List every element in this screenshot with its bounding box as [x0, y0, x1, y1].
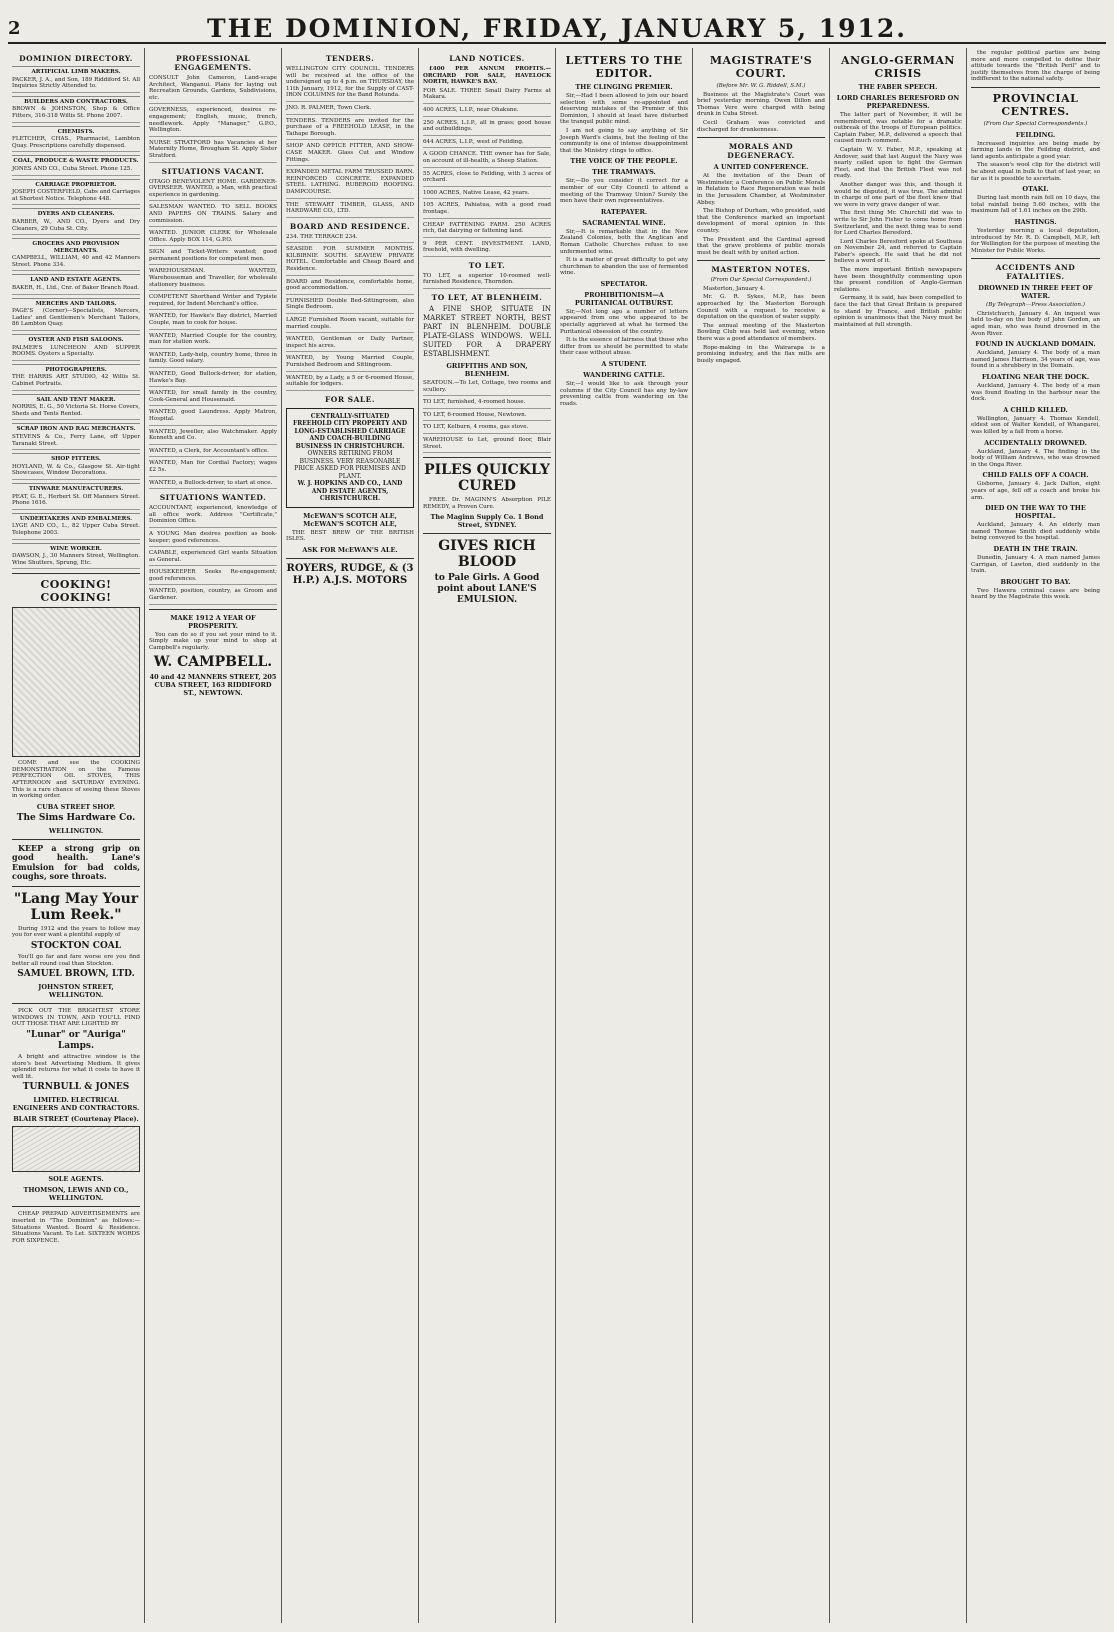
- child-falls-p: Gisborne, January 4. Jack Dalton, eight years of age, fell off a coach and broke his arm.: [971, 481, 1100, 501]
- lamps-product: "Lunar" or "Auriga" Lamps.: [26, 1030, 126, 1051]
- directory-category: PHOTOGRAPHERS.: [12, 364, 140, 374]
- magistrate-p1: Business at the Magistrate's Court was brief yesterday morning. Owen Dillon and Thomas Vere were charged with being drunk in Cuba Street.: [697, 91, 825, 118]
- letter-4-title: PROHIBITIONISM—A PURITANICAL OUTBURST.: [574, 290, 674, 307]
- orchard-lead: £400 PER ANNUM PROFITS.— ORCHARD FOR SALE, HAVELOCK NORTH, HAWKE'S BAY.: [423, 66, 551, 86]
- feilding-heading: FEILDING.: [1015, 130, 1056, 139]
- crisis-p6: The more important British newspapers have been thoughtfully commenting upon the present condition of Anglo-German relations.: [834, 267, 962, 293]
- child-falls-heading: CHILD FALLS OFF A COACH.: [982, 471, 1089, 480]
- letter-3-sig: SPECTATOR.: [600, 279, 648, 288]
- letter-4-p1: Sir,—Not long ago a number of letters appeared from one who appeared to be specially aggrieved at what he termed the Puritanical obsession of the country.: [560, 308, 688, 335]
- coal-product: STOCKTON COAL: [30, 941, 122, 952]
- classified-ad: WANTED, for Hawke's Bay district, Married Couple, man to cook for house.: [149, 313, 277, 329]
- directory-category: WINE WORKER.: [12, 543, 140, 553]
- directory-category: MERCERS AND TAILORS.: [12, 298, 140, 308]
- hastings-heading: HASTINGS.: [1014, 217, 1057, 226]
- column-6: [693, 48, 830, 1623]
- classified-ad: 644 ACRES, L.I.P., west of Feilding.: [423, 139, 551, 149]
- classified-ad: A GOOD CHANCE. THE owner has for Sale, on account of ill-health, a Sheep Station.: [423, 151, 551, 167]
- classified-ad: WANTED, for small family in the country, Cook-General and Housemaid.: [149, 390, 277, 406]
- otaki-heading: OTAKI.: [1022, 185, 1049, 194]
- classified-ad: SHOP AND OFFICE FITTER, AND SHOW-CASE MAKER. Glass Cut and Window Fittings.: [286, 143, 414, 166]
- letters-heading: LETTERS TO THE EDITOR.: [565, 54, 683, 80]
- sale-text-2: OWNERS RETIRING FROM BUSINESS. VERY REASONABLE PRICE ASKED FOR PREMISES AND PLANT.: [294, 450, 406, 480]
- directory-entry: LYGE AND CO., L., 82 Upper Cuba Street. Telephone 2003.: [12, 523, 140, 539]
- directory-entry: HOYLAND, W. & Co., Glasgow St. Air-tight Showcases, Window Decorations.: [12, 464, 140, 480]
- masterton-p1: Mr. G. R. Sykes, M.P., has been approached by the Masterton Borough Council with a request to receive a deputation on the question of water supply.: [697, 294, 825, 321]
- page-number: 2: [8, 17, 21, 39]
- crisis-p1: The latter part of November, it will be remembered, was notable for a dramatic outbreak of the troops of European politics. Captain Faber, M.P., delivered a speech that caused much comment.: [834, 112, 962, 145]
- piles-address: The Maginn Supply Co. 1 Bond Street, SYDNEY.: [430, 513, 544, 530]
- train-p: Dunedin, January 4. A man named James Carrigan, of Lawton, died suddenly in the train.: [971, 554, 1100, 575]
- classified-ad: WANTED, Good Bullock-driver, for station, Hawke's Bay.: [149, 371, 277, 387]
- classified-ad: WELLINGTON CITY COUNCIL. TENDERS will be received at the office of the undersigned up to 4 p.m. on THURSDAY, the 11th January, 1912, for the Supply of CAST-IRON COLUMNS for the Band Rotunda.: [286, 66, 414, 102]
- directory-entry: JOSEPH COSTERFIELD, Cabs and Carriages at Shortest Notice. Telephone 448.: [12, 189, 140, 205]
- classified-ad: SIGN and Ticket-Writers wanted; good permanent positions for competent men.: [149, 249, 277, 265]
- directory-entry: JONES AND CO., Cuba Street. Phone 125.: [12, 166, 140, 176]
- morals-sub: A UNITED CONFERENCE.: [713, 163, 809, 172]
- to-let-heading: TO LET.: [468, 260, 506, 270]
- letter-1-title: THE CLINGING PREMIER.: [575, 83, 673, 91]
- hospital-heading: DIED ON THE WAY TO THE HOSPITAL.: [985, 504, 1086, 521]
- professional-heading: PROFESSIONAL ENGAGEMENTS.: [174, 54, 252, 72]
- magistrate-p2: Cecil Graham was convicted and discharged for drunkenness.: [697, 119, 825, 133]
- situations-vacant-list: [149, 179, 277, 490]
- classified-ad: SEATOUN.—To Let, Cottage, two rooms and scullery.: [423, 380, 551, 396]
- directory-category: UNDERTAKERS AND EMBALMERS.: [12, 513, 140, 523]
- mcewans-head: McEWAN'S SCOTCH ALE, McEWAN'S SCOTCH ALE,: [303, 511, 397, 528]
- found-heading: FOUND IN AUCKLAND DOMAIN.: [975, 340, 1096, 349]
- classified-ad: WANTED, a Bullock-driver, to start at once.: [149, 480, 277, 490]
- land-list: [423, 88, 551, 257]
- drowned-byline: (By Telegraph—Press Association.): [986, 302, 1085, 309]
- turnbull-address: BLAIR STREET (Courtenay Place).: [13, 1115, 139, 1124]
- directory-category: COAL, PRODUCE & WASTE PRODUCTS.: [12, 155, 140, 165]
- directory-category: GROCERS AND PROVISION MERCHANTS.: [12, 238, 140, 254]
- ginger-ale-agents: THOMSON, LEWIS AND CO., WELLINGTON.: [23, 1186, 129, 1203]
- letter-3-title: SACRAMENTAL WINE.: [582, 218, 666, 227]
- blood-text: to Pale Girls. A Good point about LANE'S EMULSION.: [434, 573, 540, 606]
- brought-heading: BROUGHT TO BAY.: [1000, 577, 1071, 586]
- classified-ad: CHEAP FATTENING FARM. 250 ACRES rich, flat dairying or fattening land.: [423, 222, 551, 238]
- cheap-prepaid-ad: CHEAP PREPAID ADVERTISEMENTS are inserted in "The Dominion" as follows:— Situations Wanted. Board & Residence. Situations Vacant. To Let. SIXTEEN WORDS FOR SIXPENCE.: [12, 1211, 140, 1244]
- provincial-byline: (From Our Special Correspondents.): [983, 120, 1088, 127]
- classified-ad: GOVERNESS, experienced, desires re-engagement; English, music, french, needlework. Apply "Manager," G.P.O., Wellington.: [149, 107, 277, 136]
- column-4: [419, 48, 556, 1623]
- classified-ad: TO LET, Kelburn, 4 rooms, gas stove.: [423, 424, 551, 434]
- griffiths-son: GRIFFITHS AND SON, BLENHEIM.: [446, 362, 528, 379]
- brought-p: Two Hawera criminal cases are being heard by the Magistrate this week.: [971, 587, 1100, 601]
- classified-ad: ACCOUNTANT, experienced, knowledge of all office work. Address "Certificate," Dominion Office.: [149, 505, 277, 528]
- directory-entry: DAWSON, J., 30 Manners Street, Wellington. Wine Shutters, Sprung, Etc.: [12, 553, 140, 569]
- newspaper-title: THE DOMINION, FRIDAY, JANUARY 5, 1912.: [206, 13, 908, 43]
- directory-entry: BARBER, W., AND CO., Dyers and Dry Cleaners, 29 Cuba St. City.: [12, 219, 140, 235]
- board-heading: BOARD AND RESIDENCE.: [289, 221, 411, 231]
- crisis-p7: Germany, it is said, has been compelled to face the fact that Great Britain is prepared to stand by France, and British public opinion is unanimous that the Navy must be maintained at full strength.: [834, 295, 962, 328]
- directory-entry: FLETCHER, CHAS., Pharmacist, Lambton Quay. Prescriptions carefully dispensed.: [12, 136, 140, 152]
- prosperity-text: You can do so if you set your mind to it. Simply make up your mind to shop at Campbell's regularly.: [149, 631, 277, 651]
- classified-ad: 55 ACRES, close to Feilding, with 3 acres of orchard.: [423, 171, 551, 187]
- morals-p3: The President and the Cardinal agreed that the grave problems of public morals must be dealt with by united action.: [697, 236, 825, 256]
- floating-heading: FLOATING NEAR THE DOCK.: [981, 373, 1090, 382]
- morals-heading: MORALS AND DEGENERACY.: [727, 142, 795, 161]
- classified-ad: FURNISHED Double Bed-Sittingroom, also Single Bedroom.: [286, 298, 414, 314]
- classified-ad: WAREHOUSE to Let, ground floor, Blair Street.: [423, 437, 551, 453]
- divider: [12, 573, 140, 574]
- directory-heading: DOMINION DIRECTORY.: [19, 54, 133, 63]
- masterton-p3: Rope-making in the Wairarapa is a promising industry, and the flax mills are busily engaged.: [697, 344, 825, 364]
- letter-5-title: WANDERING CATTLE.: [583, 371, 665, 380]
- feilding-p1: Increased inquiries are being made by farming lands in the Feilding district, and land agents anticipate a good year.: [971, 140, 1100, 160]
- directory-entry: PEAT, G. E., Herbert St. Off Manners Street. Phone 1616.: [12, 494, 140, 510]
- classified-ad: WANTED, Lady-help, country home, three in family. Good salary.: [149, 352, 277, 368]
- directory-entry: PALMER'S LUNCHEON AND SUPPER ROOMS. Oysters a Specialty.: [12, 345, 140, 361]
- classified-ad: 1000 ACRES, Native Lease, 42 years.: [423, 190, 551, 200]
- letter-2-title: THE TRAMWAYS.: [592, 168, 656, 177]
- directory-entry: THE HARRIS ART STUDIO, 42 Willis St. Cabinet Portraits.: [12, 374, 140, 390]
- crisis-p4: The first thing Mr. Churchill did was to write to Sir John Fisher to come home from Switzerland, and the next thing was to send for Lord Charles Beresford.: [834, 210, 962, 237]
- crisis-p2: Captain W. V. Faber, M.P., speaking at Andover, said that last August the Navy was nearly called upon to fight the German Fleet, and that the British Fleet was not ready.: [834, 146, 962, 180]
- masthead: [8, 14, 1106, 44]
- classified-ad: NURSE STRATFORD has Vacancies at her Maternity Home, Brougham St. Apply Sister Stratford.: [149, 140, 277, 163]
- directory-category: BUILDERS AND CONTRACTORS.: [12, 96, 140, 106]
- letter-2-sig: RATEPAYER.: [600, 207, 648, 216]
- letter-3-p1: Sir,—It is remarkable that in the New Zealand Colonies, both the Anglican and Roman Catholic Churches refuse to use unfermented wine.: [560, 228, 688, 255]
- anglo-german-heading: ANGLO-GERMAN CRISIS: [841, 54, 955, 80]
- classified-ad: SEASIDE FOR SUMMER MONTHS. KILBIRNIE SOUTH. SEAVIEW PRIVATE HOTEL. Comfortable and Cheap Board and Residence.: [286, 246, 414, 275]
- sale-firm: W. J. HOPKINS AND CO., LAND AND ESTATE AGENTS, CHRISTCHURCH.: [297, 480, 403, 503]
- classified-ad: FOR SALE. THREE Small Dairy Farms at Makara.: [423, 88, 551, 104]
- classified-ad: 105 ACRES, Pahiatua, with a good road frontage.: [423, 202, 551, 218]
- masterton-byline: (From Our Special Correspondent.): [710, 277, 812, 284]
- directory-category: SHOP FITTERS.: [12, 453, 140, 463]
- sims-hardware: The Sims Hardware Co.: [16, 812, 136, 823]
- coal-text: During 1912 and the years to follow may you for ever want a plentiful supply of: [12, 925, 140, 939]
- masterton-heading: MASTERTON NOTES.: [711, 265, 811, 275]
- land-notices-heading: LAND NOTICES.: [449, 54, 525, 63]
- classified-ad: CONSULT John Cameron, Land-scape Architect, Wanganui. Plans for laying out Recreation Grounds, Gardens, Subdivisions, etc.: [149, 75, 277, 104]
- lamps-body: A bright and attractive window is the store's best Advertising Medium. It gives splendid returns for what it costs to have it well lit.: [12, 1054, 140, 1080]
- directory-entry: BAKER, H., Ltd., Cnr. of Baker Branch Road.: [12, 285, 140, 295]
- professional-list: [149, 75, 277, 163]
- hastings-p1: Yesterday morning a local deputation, introduced by Mr. R. D. Campbell, M.P., left for Wellington for the purpose of meeting the Minister for Public Works.: [971, 227, 1100, 254]
- directory-category: OYSTER AND FISH SALOONS.: [12, 334, 140, 344]
- directory-entry: BROWN & JOHNSTON, Shop & Office Fitters, 316-318 Willis St. Phone 2007.: [12, 106, 140, 122]
- lane-emulsion-ad: KEEP a strong grip on good health. Lane's Emulsion for bad colds, coughs, sore throats.: [12, 842, 140, 882]
- classified-ad: SALESMAN WANTED. TO SELL BOOKS AND PAPERS ON TRAINS. Salary and commission.: [149, 204, 277, 227]
- blenheim-text: A FINE SHOP, SITUATE IN MARKET STREET NORTH, BEST PART IN BLENHEIM. DOUBLE PLATE-GLASS WINDOWS. WELL SUITED FOR A DRAPERY ESTABLISHMENT.: [423, 305, 551, 359]
- directory-category: ARTIFICIAL LIMB MAKERS.: [12, 66, 140, 76]
- column-8: [967, 48, 1104, 1623]
- letter-2-p: Sir,—Do you consider it correct for a member of our City Council to attend a meeting of the Tramway Union? Surely the men have their own representatives.: [560, 178, 688, 205]
- classified-ad: WANTED, good Laundress. Apply Matron, Hospital.: [149, 409, 277, 425]
- crisis-p5: Lord Charles Beresford spoke at Southsea on November 24, and referred to Captain Faber's speech. He said that he did not believe a word of it.: [834, 238, 962, 265]
- classified-ad: 9 PER CENT. INVESTMENT. LAND, freehold, with dwelling.: [423, 241, 551, 257]
- drowned-heading: DROWNED IN THREE FEET OF WATER.: [978, 284, 1093, 301]
- masterton-p2: The annual meeting of the Masterton Bowling Club was held last evening, when there was a good attendance of members.: [697, 322, 825, 343]
- ginger-ale-badge: [12, 1126, 140, 1172]
- classified-ad: WANTED, Married Couple for the country, man for station work.: [149, 333, 277, 349]
- directory-entry: PACKER, J. A., and Son, 189 Riddiford St. All Inquiries Strictly Attended to.: [12, 77, 140, 93]
- piles-text: FREE. Dr. MAGINN'S Absorption PILE REMEDY, a Proven Cure.: [423, 497, 551, 510]
- letter-4-p2: It is the essence of fairness that those who differ from us should be permitted to state their case without abuse.: [560, 337, 688, 357]
- samuel-brown-address: JOHNSTON STREET, WELLINGTON.: [38, 983, 114, 1000]
- letter-1-p2: I am not going to say anything of Sir Joseph Ward's claims, but the feeling of the community is one of intense disappointment that the Ministry clings to office.: [560, 127, 688, 154]
- classified-ad: 400 ACRES, L.I.P., near Ohakune.: [423, 107, 551, 117]
- letter-1-p1: Sir,—Had I been allowed to join our board selection with some re-appointed and deserving mistakes of the Premier of this Dominion, I should at least have disturbed the tranquil public mind.: [560, 93, 688, 126]
- accidents-heading: ACCIDENTS AND FATALITIES.: [995, 263, 1076, 282]
- masterton-date: Masterton, January 4.: [703, 285, 766, 292]
- floating-p: Auckland, January 4. The body of a man was found floating in the harbour near the dock.: [971, 383, 1100, 403]
- situations-wanted-list: [149, 505, 277, 605]
- found-p: Auckland, January 4. The body of a man named James Harrison, 34 years of age, was found in a shrubbery in the Domain.: [971, 350, 1100, 370]
- to-let-text: TO LET, a superior 10-roomed well-furnished Residence, Thorndon.: [423, 273, 551, 289]
- classified-ad: OTAGO BENEVOLENT HOME. GARDENER-OVERSEER. WANTED, a Man, with practical experience in gardening.: [149, 179, 277, 202]
- cooking-headline: COOKING! COOKING!: [40, 578, 112, 605]
- classified-ad: WANTED, by a Lady, a 5 or 6-roomed House, suitable for lodgers.: [286, 375, 414, 391]
- ginger-ale-label: SOLE AGENTS.: [48, 1175, 104, 1184]
- tenders-list: [286, 66, 414, 218]
- stove-illustration: [12, 607, 140, 757]
- directory-category: DYERS AND CLEANERS.: [12, 208, 140, 218]
- classified-ad: EXPANDED METAL FARM TRUSSED BARN. REINFORCED CONCRETE. EXPANDED STEEL LATHING. RUBEROID ROOFING. DAMPCOURSE.: [286, 169, 414, 198]
- coal-text-2: You'll go far and fare worse ere you find better all round coal than Stockton.: [12, 954, 140, 967]
- otaki-p1: During last month rain fell on 10 days, the total rainfall being 5.60 inches, with the maximum fall of 1.61 inches on the 29th.: [971, 195, 1100, 215]
- classified-ad: WANTED. JUNIOR CLERK for Wholesale Office. Apply BOX 114, G.P.O.: [149, 230, 277, 246]
- acc-drowned-p: Auckland, January 4. The finding in the body of William Andrews, who was drowned in the Onga River.: [971, 448, 1100, 468]
- situations-vacant-heading: SITUATIONS VACANT.: [161, 166, 265, 176]
- classified-ad: WANTED, by Young Married Couple, Furnished Bedroom and Sittingroom.: [286, 355, 414, 371]
- piles-headline: PILES QUICKLY CURED: [424, 462, 550, 495]
- train-heading: DEATH IN THE TRAIN.: [993, 544, 1078, 553]
- classified-ad: WANTED, Gentleman or Daily Partner, inspect his acres.: [286, 336, 414, 352]
- classified-ad: WAREHOUSEMAN. WANTED, Warehouseman and Traveller, for wholesale stationery business.: [149, 268, 277, 291]
- houses-list: [423, 380, 551, 453]
- for-sale-heading: FOR SALE.: [324, 394, 376, 404]
- tenders-heading: TENDERS.: [325, 54, 375, 63]
- magistrate-heading: MAGISTRATE'S COURT.: [709, 54, 813, 80]
- directory-entry: STEVENS & Co., Ferry Lane, off Upper Taranaki Street.: [12, 434, 140, 450]
- feilding-p2: The season's wool clip for the district will be about equal in bulk to that of last year, so far as it is possible to ascertain.: [971, 162, 1100, 182]
- classified-ad: CAPABLE, experienced Girl wants Situation as General.: [149, 550, 277, 566]
- acc-drowned-heading: ACCIDENTALLY DROWNED.: [984, 438, 1087, 447]
- directory-category: CHEMISTS.: [12, 126, 140, 136]
- directory-entry: CAMPBELL, WILLIAM, 40 and 42 Manners Street. Phone 334.: [12, 255, 140, 271]
- classified-ad: TO LET, 6-roomed House, Newtown.: [423, 412, 551, 422]
- magistrate-byline: (Before Mr. W. G. Riddell, S.M.): [716, 83, 806, 89]
- column-2: [145, 48, 282, 1623]
- letter-3-p2: It is a matter of great difficulty to get any churchman to abandon the use of fermented wine.: [560, 257, 688, 277]
- classified-ad: WANTED, Man for Cordial Factory; wages £2 5s.: [149, 460, 277, 476]
- classified-ad: THE STEWART TIMBER, GLASS, AND HARDWARE CO., LTD.: [286, 202, 414, 218]
- blenheim-heading: TO LET, AT BLENHEIM.: [431, 293, 543, 303]
- cooking-shop: CUBA STREET SHOP.: [36, 802, 116, 811]
- column-7: [830, 48, 967, 1623]
- mcewans-ask: ASK FOR McEWAN'S ALE.: [302, 545, 398, 554]
- lamps-text: PICK OUT THE BRIGHTEST STORE WINDOWS IN TOWN, AND YOU'LL FIND OUT THOSE THAT ARE LIGHTED BY: [12, 1008, 140, 1028]
- directory-category: CARRIAGE PROPRIETOR.: [12, 179, 140, 189]
- column-3: [282, 48, 419, 1623]
- crisis-p3: Another danger was this, and though it would be disputed, it was true. The admiral in charge of one part of the fleet knew that we were in very grave danger of war.: [834, 181, 962, 208]
- turnbull-sub: LIMITED. ELECTRICAL ENGINEERS AND CONTRACTORS.: [12, 1096, 140, 1113]
- motors-ad: ROYERS, RUDGE, & (3 H.P.) A.J.S. MOTORS: [286, 562, 414, 586]
- sims-city: WELLINGTON.: [48, 826, 104, 835]
- letter-1-sig: THE VOICE OF THE PEOPLE.: [570, 157, 678, 166]
- coal-slogan: "Lang May Your Lum Reek.": [13, 890, 139, 923]
- hospital-p: Auckland, January 4. An elderly man named Thomas Smith died suddenly while being conveyed to the hospital.: [971, 522, 1100, 542]
- directory-entry: NORRIS, E. G., 50 Victoria St. Horse Covers, Sheds and Tents Rented.: [12, 404, 140, 420]
- provincial-heading: PROVINCIAL CENTRES.: [992, 91, 1079, 118]
- classified-ad: JNO. R. PALMER, Town Clerk.: [286, 105, 414, 115]
- faber-sub: THE FABER SPEECH.: [858, 83, 938, 91]
- child-killed-p: Wellington, January 4. Thomas Kendell, eldest son of Walter Kendell, of Whangarei, was killed by a fall from a horse.: [971, 415, 1100, 435]
- classified-ad: 250 ACRES, L.I.P., all in grass; good house and outbuildings.: [423, 120, 551, 136]
- columns: [8, 48, 1106, 1623]
- column-1: [8, 48, 145, 1623]
- morals-p1: At the invitation of the Dean of Westminster, a Conference on Public Morals in Relation to Race Regeneration was held in the Jerusalem Chamber, at Westminster Abbey.: [697, 173, 825, 206]
- classified-ad: WANTED, a Clerk, for Accountant's office.: [149, 448, 277, 458]
- directory-category: SCRAP IRON AND RAG MERCHANTS.: [12, 423, 140, 433]
- morals-p2: The Bishop of Durham, who presided, said that the Conference marked an important development of moral opinion in this country.: [697, 208, 825, 234]
- directory-category: TINWARE MANUFACTURERS.: [12, 483, 140, 493]
- directory-list: [12, 66, 140, 569]
- blood-headline: GIVES RICH BLOOD: [438, 538, 536, 571]
- letter-4-sig: A STUDENT.: [601, 360, 647, 369]
- campbell-address: 40 and 42 MANNERS STREET, 205 CUBA STREET, 163 RIDDIFORD ST., NEWTOWN.: [149, 673, 277, 698]
- letter-5-p: Sir,—I would like to ask through your columns if the City Council has any by-law preventing cattle from wandering on the roads.: [560, 381, 688, 407]
- christchurch-sale-box: [286, 408, 414, 508]
- classified-ad: COMPETENT Shorthand Writer and Typiste required, for Indent Merchant's office.: [149, 294, 277, 310]
- board-list: [286, 234, 414, 391]
- child-killed-heading: A CHILD KILLED.: [1003, 405, 1068, 414]
- drowned-p: Christchurch, January 4. An inquest was held to-day on the body of John Gordon, an aged man, who was found drowned in the Avon River.: [971, 310, 1100, 337]
- column-5: [556, 48, 693, 1623]
- classified-ad: WANTED, Jeweller, also Watchmaker. Apply Kenneth and Co.: [149, 429, 277, 445]
- situations-wanted-heading: SITUATIONS WANTED.: [159, 493, 267, 503]
- campbell-name: W. CAMPBELL.: [153, 654, 273, 671]
- classified-ad: A YOUNG Man desires position as book-keeper; good references.: [149, 531, 277, 547]
- sale-text: CENTRALLY-SITUATED FREEHOLD CITY PROPERTY AND LONG-ESTABLISHED CARRIAGE AND COACH-BUILDING BUSINESS IN CHRISTCHURCH.: [292, 412, 408, 450]
- beresford-sub: LORD CHARLES BERESFORD ON PREPAREDNESS.: [836, 94, 960, 110]
- directory-category: LAND AND ESTATE AGENTS.: [12, 274, 140, 284]
- mcewans-text: THE BEST BREW OF THE BRITISH ISLES.: [286, 529, 414, 543]
- classified-ad: BOARD and Residence, comfortable home, good accommodation.: [286, 279, 414, 295]
- cooking-text: COME and see the COOKING DEMONSTRATION on the Famous PERFECTION OIL STOVES, THIS AFTERNOON and SATURDAY EVENING. This is a rare chance of seeing these Stoves in working order.: [12, 760, 140, 800]
- classified-ad: LARGE Furnished Room vacant, suitable for married couple.: [286, 317, 414, 333]
- classified-ad: TENDERS. TENDERS are invited for the purchase of a FREEHOLD LEASE, in the Taihape Borough.: [286, 118, 414, 141]
- directory-category: SAIL AND TENT MAKER.: [12, 394, 140, 404]
- classified-ad: 234. THE TERRACE 234.: [286, 234, 414, 244]
- directory-entry: PAGE'S (Corner)—Specialists, Mercers, Ladies' and Gentlemen's Merchant Tailors, 86 Lambton Quay.: [12, 308, 140, 331]
- samuel-brown: SAMUEL BROWN, LTD.: [17, 969, 135, 980]
- turnbull-jones: TURNBULL & JONES: [22, 1082, 130, 1093]
- crisis-continued: the regular political parties are being more and more compelled to define their attitude towards the "British Peril" and to justify themselves from the charge of being indifferent to the national safety.: [971, 50, 1100, 83]
- prosperity-head: MAKE 1912 A YEAR OF PROSPERITY.: [170, 613, 256, 630]
- classified-ad: WANTED, position, country, as Groom and Gardener.: [149, 588, 277, 604]
- classified-ad: TO LET, furnished, 4-roomed house.: [423, 399, 551, 409]
- classified-ad: HOUSEKEEPER Seeks Re-engagement; good references.: [149, 569, 277, 585]
